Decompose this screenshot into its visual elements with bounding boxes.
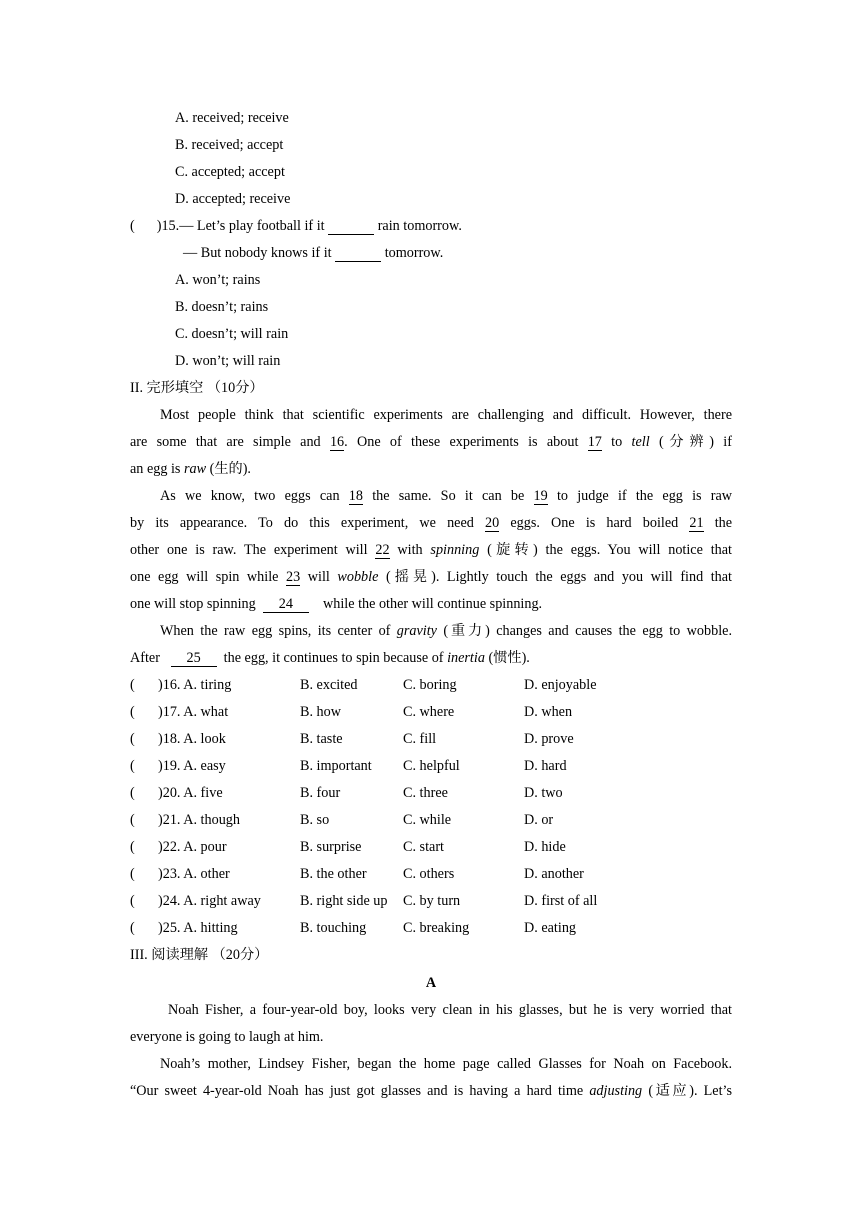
reading-p1-line2: everyone is going to laugh at him. — [130, 1029, 324, 1045]
answer-paren[interactable]: ( — [130, 920, 135, 936]
q15-option-b: B. doesn’t; rains — [175, 299, 269, 315]
cloze-question-row — [130, 838, 732, 856]
blank-20[interactable]: 20 — [485, 515, 500, 531]
blank-21[interactable]: 21 — [689, 515, 704, 531]
q14-option-d: D. accepted; receive — [175, 191, 291, 207]
q15-stem: ( )15.— Let’s play football if it rain tomorrow. — [130, 218, 462, 234]
cloze-p1-line1: Most people think that scientific experiments are challenging and difficult. However, there — [160, 407, 732, 423]
option-a: )25. A. hitting — [158, 920, 238, 936]
blank-19[interactable]: 19 — [533, 488, 548, 504]
reading-heading: A — [425, 975, 437, 991]
option-b: B. right side up — [300, 893, 388, 909]
cloze-p2-line3: other one is raw. The experiment will 22 with spinning (旋转) the eggs. You will notice that — [130, 542, 732, 558]
answer-paren[interactable]: ( — [130, 677, 135, 693]
cloze-p1-line3: an egg is raw (生的). — [130, 461, 251, 477]
blank-25[interactable]: 25 — [171, 650, 217, 667]
option-a: )22. A. pour — [158, 839, 227, 855]
q15-option-c: C. doesn’t; will rain — [175, 326, 289, 342]
section-3-title: III. 阅读理解 （20分） — [130, 947, 269, 963]
cloze-p2-line5: one will stop spinning 24 while the other will continue spinning. — [130, 596, 543, 612]
option-d: D. prove — [524, 731, 574, 747]
option-d: D. two — [524, 785, 563, 801]
option-c: C. three — [403, 785, 448, 801]
cloze-p2-line1: As we know, two eggs can 18 the same. So it can be 19 to judge if the egg is raw — [160, 488, 733, 504]
q14-option-a: A. received; receive — [175, 110, 289, 126]
option-b: B. four — [300, 785, 341, 801]
option-a: )17. A. what — [158, 704, 229, 720]
option-a: )24. A. right away — [158, 893, 261, 909]
option-c: C. where — [403, 704, 455, 720]
option-b: B. the other — [300, 866, 367, 882]
option-b: B. so — [300, 812, 330, 828]
answer-paren[interactable]: ( — [130, 866, 135, 882]
option-c: C. helpful — [403, 758, 460, 774]
answer-paren[interactable]: ( — [130, 812, 135, 828]
cloze-p2-line4: one egg will spin while 23 will wobble (摇晃). Lightly touch the eggs and you will find that — [130, 569, 733, 585]
cloze-question-row — [130, 784, 732, 802]
answer-paren[interactable]: ( — [130, 731, 135, 747]
option-d: D. first of all — [524, 893, 598, 909]
option-d: D. when — [524, 704, 573, 720]
reading-p2-line1: Noah’s mother, Lindsey Fisher, began the home page called Glasses for Noah on Facebook. — [160, 1056, 732, 1072]
answer-paren: ( — [130, 218, 135, 234]
q15-line2: — But nobody knows if it tomorrow. — [183, 245, 444, 261]
answer-paren[interactable]: ( — [130, 785, 135, 801]
option-b: B. how — [300, 704, 341, 720]
option-d: D. or — [524, 812, 554, 828]
q15-option-d: D. won’t; will rain — [175, 353, 281, 369]
cloze-p3-line2: After 25 the egg, it continues to spin because of inertia (惯性). — [130, 650, 530, 666]
blank-17[interactable]: 17 — [587, 434, 602, 450]
option-a: )20. A. five — [158, 785, 223, 801]
cloze-question-row — [130, 811, 732, 829]
blank-23[interactable]: 23 — [286, 569, 301, 585]
cloze-question-row — [130, 865, 732, 883]
option-b: B. important — [300, 758, 372, 774]
option-d: D. eating — [524, 920, 577, 936]
option-d: D. hide — [524, 839, 566, 855]
answer-paren[interactable]: ( — [130, 893, 135, 909]
option-a: )18. A. look — [158, 731, 226, 747]
option-a: )16. A. tiring — [158, 677, 232, 693]
option-a: )21. A. though — [158, 812, 240, 828]
reading-p2-line2: “Our sweet 4-year-old Noah has just got glasses and is having a hard time adjusting (适应). Let’s — [130, 1083, 733, 1099]
option-c: C. others — [403, 866, 455, 882]
blank-24[interactable]: 24 — [263, 596, 309, 613]
blank-16[interactable]: 16 — [329, 434, 345, 450]
cloze-question-row — [130, 676, 732, 694]
option-c: C. by turn — [403, 893, 461, 909]
option-a: )23. A. other — [158, 866, 230, 882]
reading-p1-line1: Noah Fisher, a four-year-old boy, looks very clean in his glasses, but he is very worried that — [168, 1002, 732, 1018]
blank-22[interactable]: 22 — [375, 542, 390, 558]
q15-option-a: A. won’t; rains — [175, 272, 261, 288]
answer-paren[interactable]: ( — [130, 839, 135, 855]
option-c: C. while — [403, 812, 452, 828]
q14-option-b: B. received; accept — [175, 137, 284, 153]
cloze-p2-line2: by its appearance. To do this experiment, we need 20 eggs. One is hard boiled 21 the — [130, 515, 733, 531]
cloze-question-row — [130, 919, 732, 937]
q15-blank-2[interactable] — [335, 245, 381, 262]
option-d: D. hard — [524, 758, 567, 774]
cloze-question-row — [130, 757, 732, 775]
q14-option-c: C. accepted; accept — [175, 164, 285, 180]
cloze-question-row — [130, 892, 732, 910]
option-b: B. touching — [300, 920, 367, 936]
cloze-question-row — [130, 703, 732, 721]
option-d: D. another — [524, 866, 584, 882]
cloze-question-row — [130, 730, 732, 748]
q15-blank-1[interactable] — [328, 218, 374, 235]
option-c: C. breaking — [403, 920, 470, 936]
option-c: C. start — [403, 839, 444, 855]
answer-paren[interactable]: ( — [130, 758, 135, 774]
option-c: C. boring — [403, 677, 457, 693]
cloze-p1-line2: are some that are simple and 16. One of these experiments is about 17 to tell (分辨) if — [130, 434, 732, 450]
answer-paren[interactable]: ( — [130, 704, 135, 720]
cloze-p3-line1: When the raw egg spins, its center of gravity (重力) changes and causes the egg to wobble. — [160, 623, 732, 639]
blank-18[interactable]: 18 — [348, 488, 363, 504]
option-d: D. enjoyable — [524, 677, 597, 693]
option-c: C. fill — [403, 731, 437, 747]
option-b: B. taste — [300, 731, 343, 747]
option-a: )19. A. easy — [158, 758, 226, 774]
section-2-title: II. 完形填空 （10分） — [130, 380, 264, 396]
option-b: B. surprise — [300, 839, 362, 855]
option-b: B. excited — [300, 677, 358, 693]
